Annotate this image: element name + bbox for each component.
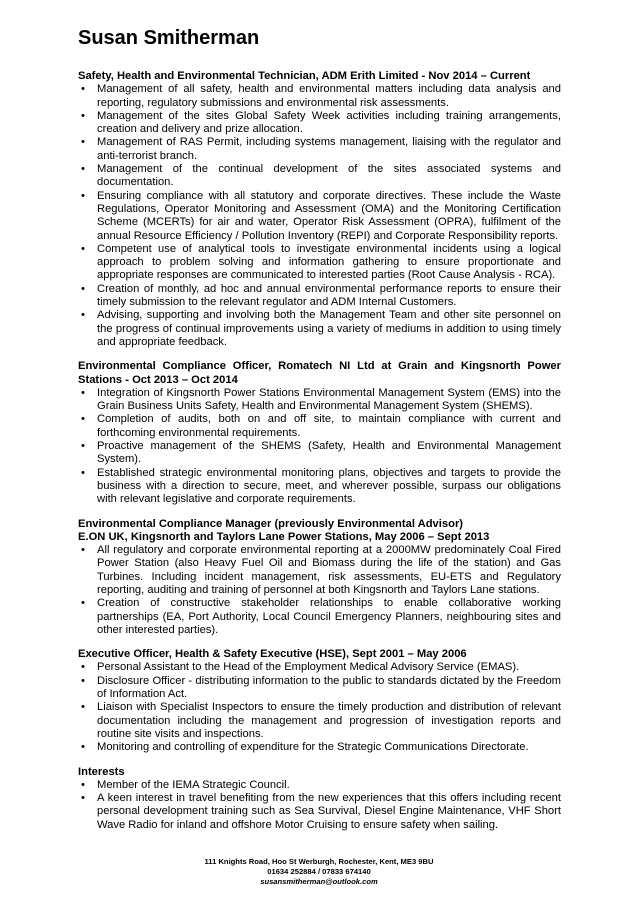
list-item <box>78 243 561 283</box>
bullet-list <box>78 544 561 637</box>
list-item-text: Monitoring and controlling of expenditure for the Strategic Communications Directorate. <box>97 741 529 754</box>
list-item <box>78 309 561 349</box>
bullet-list <box>78 387 561 507</box>
bullet-icon: • <box>81 242 85 255</box>
list-item-text: Creation of monthly, ad hoc and annual environmental performance reports to ensure their timely submission to the relevant regulator and ADM Internal Customers. <box>97 282 561 309</box>
list-item <box>78 675 561 702</box>
list-item-text: Personal Assistant to the Head of the Employment Medical Advisory Service (EMAS). <box>97 661 520 674</box>
list-item <box>78 83 561 110</box>
list-item-text: All regulatory and corporate environmental reporting at a 2000MW predominately Coal Fired Power Station (also Heavy Fuel Oil and Biomass during the life of the station) and Gas Turbines. Including incident management, risk assessments, EU-ETS and Regulatory reporting, auditing and training of personnel at both Kingsnorth and Taylors Lane stations. <box>97 544 561 596</box>
resume-section <box>78 518 561 638</box>
list-item-text: Member of the IEMA Strategic Council. <box>97 778 290 791</box>
bullet-icon: • <box>81 792 85 805</box>
list-item-text: Completion of audits, both on and off site, to maintain compliance with current and forthcoming environmental requirements. <box>97 413 561 439</box>
footer-address: 111 Knights Road, Hoo St Werburgh, Rochester, Kent, ME3 9BU <box>204 857 434 866</box>
list-item-text: Creation of constructive stakeholder relationships to enable collaborative working partnerships (EA, Port Authority, Local Council Emergency Planners, neighbouring sites and other interested parties). <box>97 597 561 636</box>
list-item <box>78 779 561 792</box>
bullet-icon: • <box>81 109 85 122</box>
resume-section <box>78 766 561 832</box>
bullet-list <box>78 661 561 754</box>
bullet-icon: • <box>81 413 85 426</box>
list-item-text: Established strategic environmental monitoring plans, objectives and targets to provide the business with a direction to secure, meet, and wherever possible, surpass our obligations with relevant legislative and corporate requirements. <box>97 466 561 506</box>
bullet-icon: • <box>81 83 85 96</box>
list-item <box>78 467 561 507</box>
contact-footer <box>0 857 638 887</box>
resume-section <box>78 360 561 506</box>
bullet-icon: • <box>81 386 85 399</box>
bullet-icon: • <box>81 544 85 557</box>
list-item <box>78 110 561 137</box>
section-heading: Environmental Compliance Officer, Romatech NI Ltd at Grain and Kingsnorth Power Stations - Oct 2013 – Oct 2014 <box>78 360 561 386</box>
list-item-text: Management of RAS Permit, including systems management, liaising with the regulator and anti-terrorist branch. <box>97 136 561 162</box>
bullet-icon: • <box>81 597 85 610</box>
list-item <box>78 136 561 163</box>
list-item-text: Management of the sites Global Safety Week activities including training arrangements, creation and delivery and prize allocation. <box>97 109 561 136</box>
bullet-icon: • <box>81 282 85 295</box>
bullet-icon: • <box>81 661 85 674</box>
bullet-icon: • <box>81 440 85 453</box>
section-heading: E.ON UK, Kingsnorth and Taylors Lane Power Stations, May 2006 – Sept 2013 <box>78 530 490 543</box>
list-item <box>78 440 561 467</box>
candidate-name: Susan Smitherman <box>78 27 260 49</box>
resume-section <box>78 648 561 754</box>
list-item-text: Proactive management of the SHEMS (Safety, Health and Environmental Management System). <box>97 440 561 466</box>
resume-section <box>78 70 561 349</box>
list-item-text: A keen interest in travel benefiting from the new experiences that this offers including recent personal development training such as Sea Survival, Diesel Engine Maintenance, VHF Short Wave Radio for inland and offshore Motor Cruising to ensure safety when sailing. <box>97 792 561 831</box>
bullet-icon: • <box>81 309 85 322</box>
footer-phone: 01634 252884 / 07833 674140 <box>267 867 371 876</box>
list-item <box>78 544 561 597</box>
list-item-text: Management of all safety, health and environmental matters including data analysis and reporting, regulatory submissions and environmental risk assessments. <box>97 83 561 109</box>
list-item <box>78 163 561 190</box>
footer-email[interactable]: susansmitherman@outlook.com <box>260 877 378 886</box>
section-heading: Executive Officer, Health & Safety Executive (HSE), Sept 2001 – May 2006 <box>78 648 467 661</box>
list-item-text: Liaison with Specialist Inspectors to ensure the timely production and distribution of relevant documentation including the management and progression of investigation reports and routine site visits and inspections. <box>97 701 561 740</box>
section-heading: Interests <box>78 765 125 778</box>
bullet-icon: • <box>81 741 85 754</box>
list-item-text: Advising, supporting and involving both the Management Team and other site personnel on the progress of continual improvements using a variety of mediums in addition to using timely and appropriate feedback. <box>97 309 561 348</box>
list-item <box>78 661 561 674</box>
bullet-icon: • <box>81 163 85 176</box>
section-heading: Safety, Health and Environmental Technician, ADM Erith Limited - Nov 2014 – Current <box>78 70 531 82</box>
list-item <box>78 597 561 637</box>
list-item-text: Management of the continual development of the sites associated systems and documentation. <box>97 163 561 189</box>
bullet-list <box>78 779 561 832</box>
bullet-icon: • <box>81 701 85 714</box>
list-item-text: Competent use of analytical tools to investigate environmental incidents using a logical approach to problem solving and information gathering to ensure proportionate and appropriate responses are communicated to interested parties (Root Cause Analysis - RCA). <box>97 242 561 282</box>
bullet-icon: • <box>81 674 85 687</box>
list-item <box>78 283 561 310</box>
list-item <box>78 190 561 243</box>
list-item-text: Integration of Kingsnorth Power Stations Environmental Management System (EMS) into the Grain Business Units Safety, Health and Environmental Management System (SHEMS). <box>97 386 561 413</box>
bullet-icon: • <box>81 136 85 149</box>
list-item <box>78 792 561 832</box>
section-heading: Environmental Compliance Manager (previously Environmental Advisor) <box>78 517 464 530</box>
list-item <box>78 741 561 754</box>
bullet-icon: • <box>81 189 85 202</box>
bullet-icon: • <box>81 466 85 479</box>
resume-sections <box>78 70 561 832</box>
list-item <box>78 387 561 414</box>
list-item-text: Ensuring compliance with all statutory and corporate directives. These include the Waste Regulations, Operator Monitoring and Assessment (OMA) and the Monitoring Certification Scheme (MCERTs) for air and water, Operator Risk Assessment (OPRA), fulfilment of the annual Resource Efficiency / Pollution Inventory (REPI) and Corporate Responsibility reports. <box>97 189 561 242</box>
list-item-text: Disclosure Officer - distributing information to the public to standards dictated by the Freedom of Information Act. <box>97 674 561 701</box>
list-item <box>78 701 561 741</box>
list-item <box>78 413 561 440</box>
bullet-icon: • <box>81 778 85 791</box>
bullet-list <box>78 83 561 349</box>
